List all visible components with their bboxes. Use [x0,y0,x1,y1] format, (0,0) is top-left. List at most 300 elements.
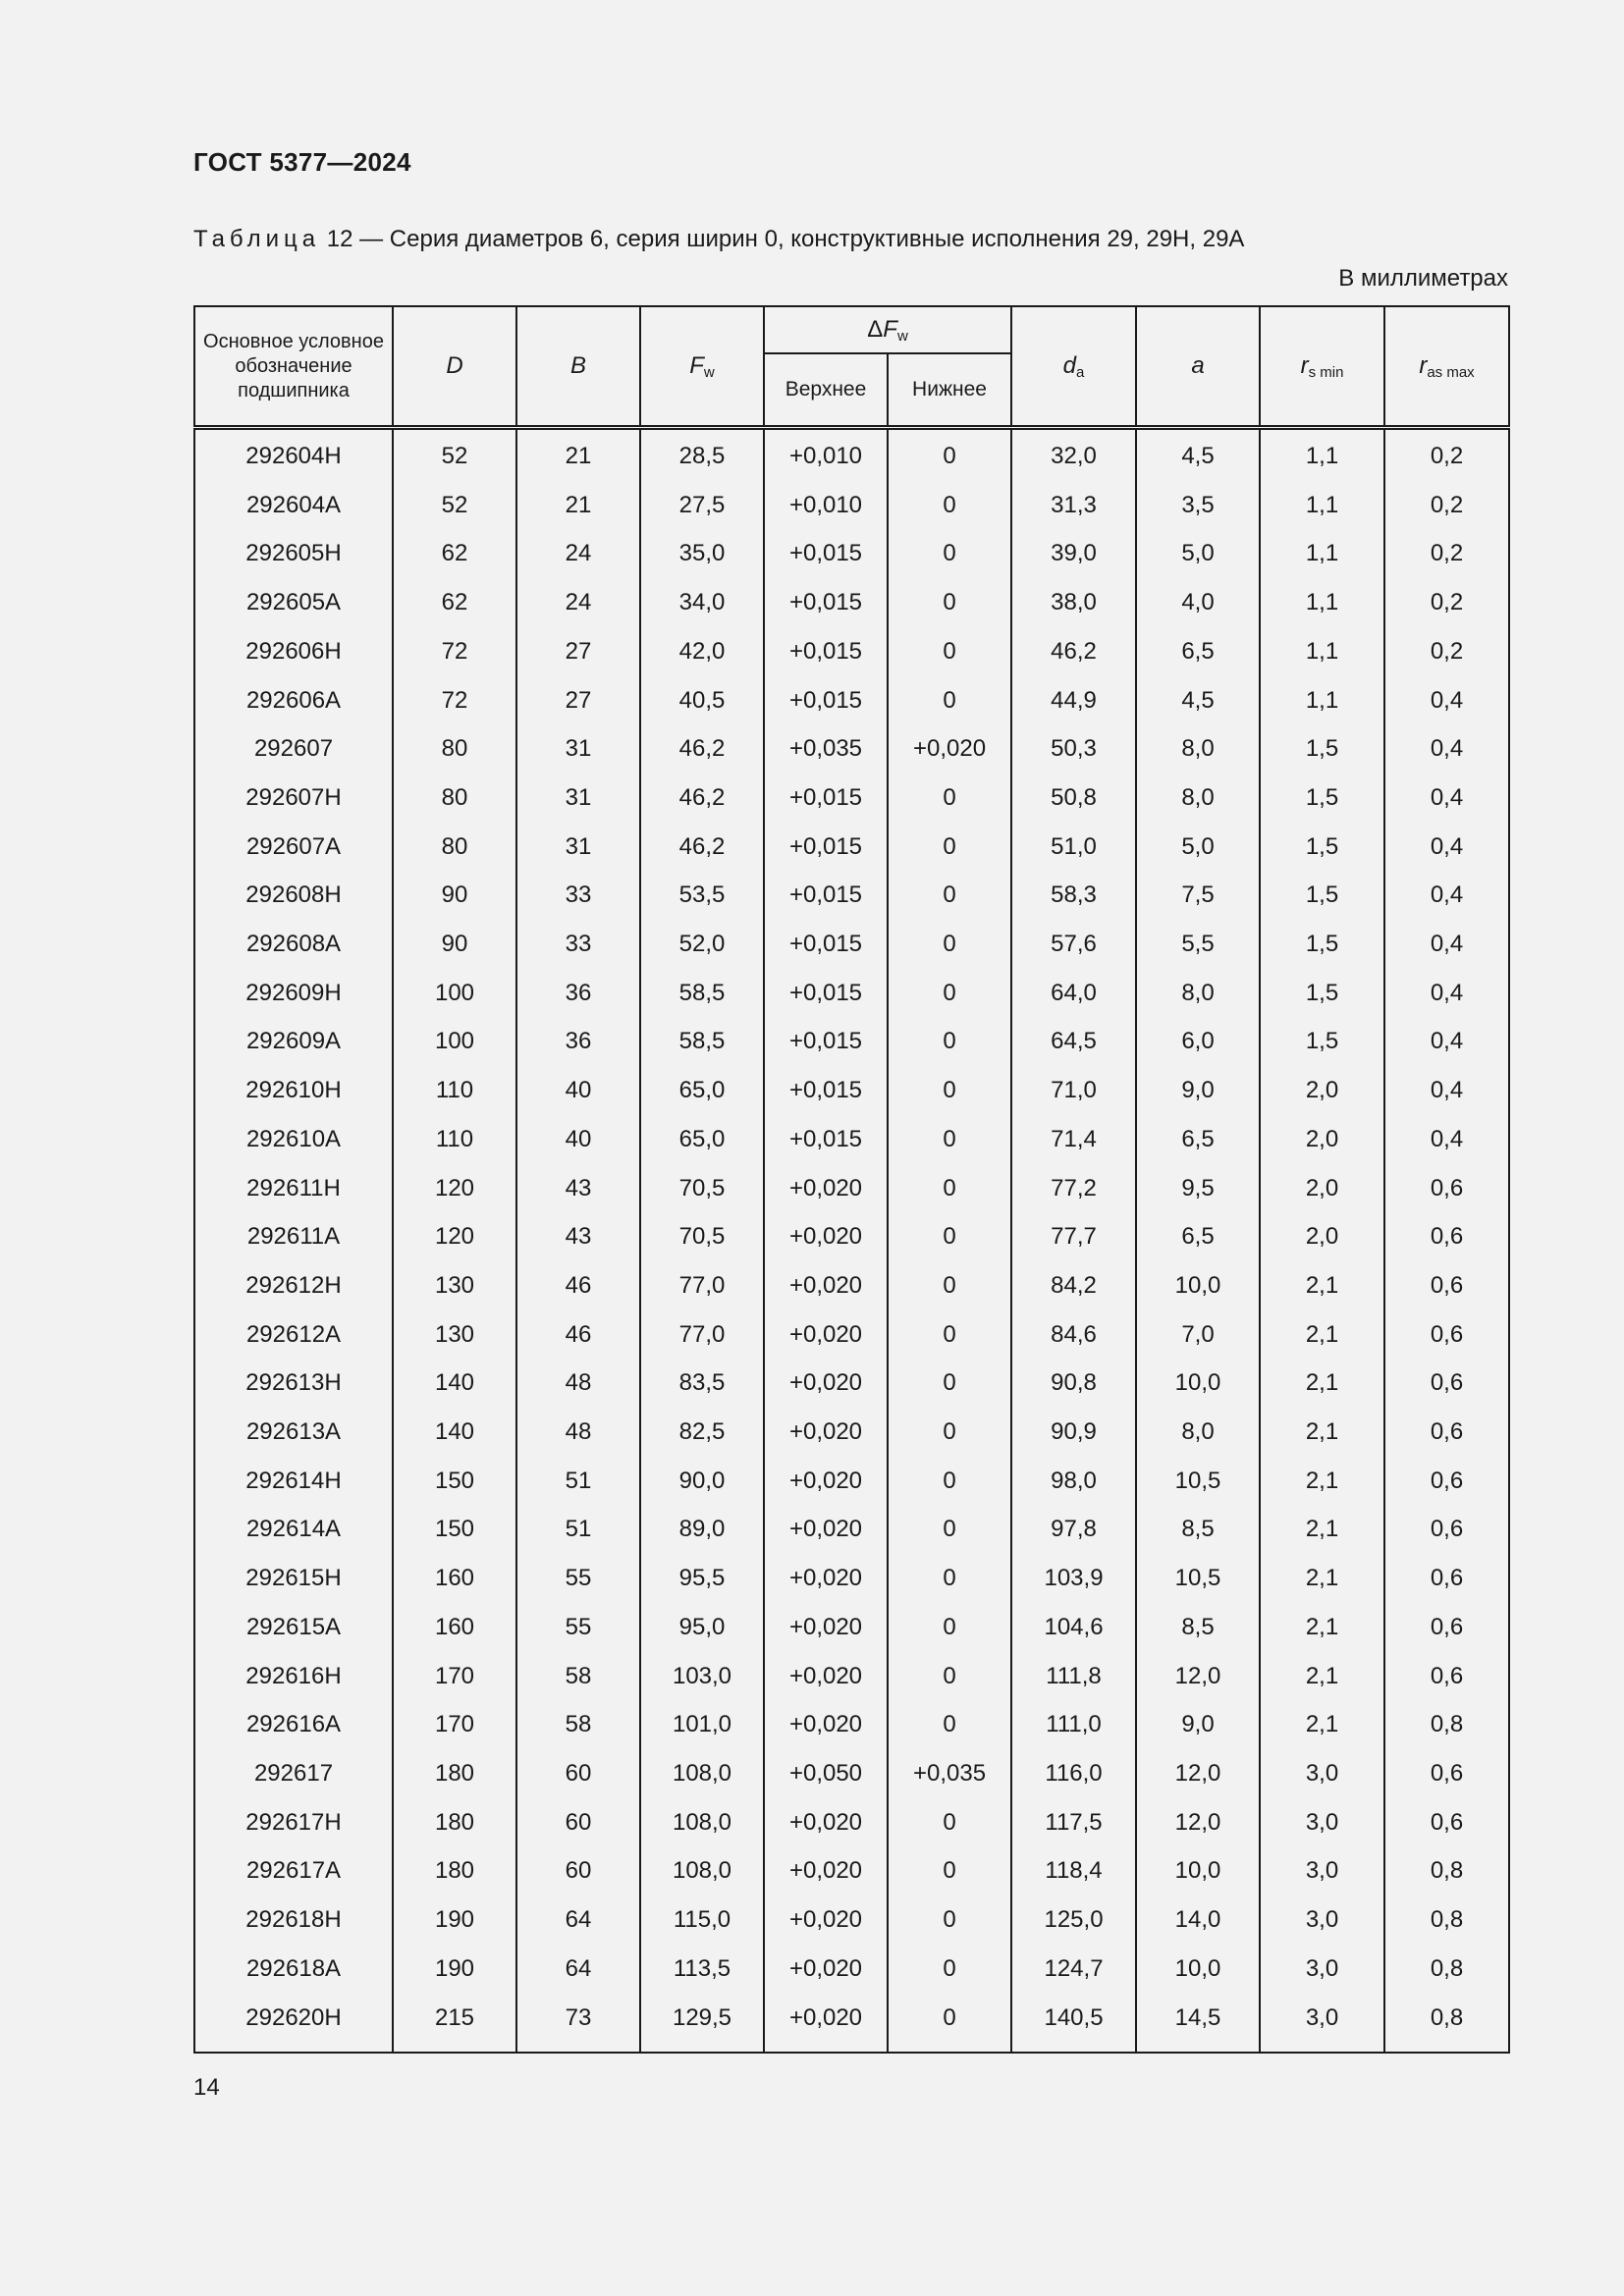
cell-D: 100 [393,969,516,1018]
cell-B: 40 [516,1115,640,1164]
cell-delta-lower: 0 [888,578,1011,627]
cell-rs-min: 2,1 [1260,1408,1384,1457]
table-row [194,969,1509,1018]
cell-D: 160 [393,1603,516,1652]
cell-rs-min: 2,0 [1260,1066,1384,1115]
cell-da: 111,8 [1011,1652,1136,1701]
cell-B: 64 [516,1945,640,1994]
cell-designation: 292620Н [194,1994,393,2054]
cell-Fw: 46,2 [640,724,764,774]
cell-designation: 292607Н [194,774,393,823]
cell-designation: 292609А [194,1017,393,1066]
table-row [194,1408,1509,1457]
cell-da: 64,5 [1011,1017,1136,1066]
cell-ras-max: 0,6 [1384,1164,1509,1213]
cell-Fw: 115,0 [640,1896,764,1945]
cell-D: 170 [393,1700,516,1749]
cell-delta-upper: +0,010 [764,428,888,481]
cell-Fw: 34,0 [640,578,764,627]
cell-ras-max: 0,2 [1384,529,1509,578]
header-designation: Основное условное обозначение подшипника [194,306,393,428]
cell-ras-max: 0,4 [1384,724,1509,774]
cell-Fw: 40,5 [640,676,764,725]
cell-Fw: 28,5 [640,428,764,481]
cell-delta-upper: +0,050 [764,1749,888,1798]
cell-da: 117,5 [1011,1798,1136,1847]
cell-Fw: 108,0 [640,1846,764,1896]
cell-B: 24 [516,578,640,627]
cell-a: 7,5 [1136,871,1260,920]
table-row [194,1505,1509,1554]
table-row [194,676,1509,725]
cell-B: 43 [516,1212,640,1261]
cell-delta-lower: 0 [888,920,1011,969]
cell-delta-lower: +0,035 [888,1749,1011,1798]
cell-delta-upper: +0,015 [764,1115,888,1164]
cell-ras-max: 0,6 [1384,1359,1509,1408]
cell-D: 180 [393,1798,516,1847]
cell-B: 60 [516,1749,640,1798]
cell-delta-upper: +0,020 [764,1457,888,1506]
cell-da: 140,5 [1011,1994,1136,2054]
cell-Fw: 77,0 [640,1261,764,1310]
cell-D: 120 [393,1164,516,1213]
table-row [194,1212,1509,1261]
cell-delta-upper: +0,020 [764,1359,888,1408]
cell-D: 80 [393,724,516,774]
cell-B: 48 [516,1408,640,1457]
cell-B: 33 [516,871,640,920]
cell-delta-lower: 0 [888,871,1011,920]
header-ras-max: $r_{as max}$ [1384,306,1509,428]
cell-a: 4,0 [1136,578,1260,627]
header-lower: Нижнее [888,353,1011,428]
cell-da: 84,2 [1011,1261,1136,1310]
cell-delta-lower: 0 [888,1115,1011,1164]
cell-B: 36 [516,1017,640,1066]
cell-da: 84,6 [1011,1310,1136,1360]
cell-a: 5,0 [1136,529,1260,578]
cell-B: 51 [516,1457,640,1506]
header-delta-Fw: $\Delta F_w$ [764,306,1011,353]
cell-designation: 292606А [194,676,393,725]
cell-designation: 292612А [194,1310,393,1360]
cell-D: 72 [393,627,516,676]
cell-ras-max: 0,4 [1384,871,1509,920]
cell-rs-min: 1,1 [1260,627,1384,676]
document-header: ГОСТ 5377—2024 [193,147,411,177]
cell-da: 103,9 [1011,1554,1136,1603]
cell-Fw: 58,5 [640,1017,764,1066]
cell-delta-upper: +0,020 [764,1798,888,1847]
cell-B: 33 [516,920,640,969]
cell-B: 43 [516,1164,640,1213]
cell-a: 5,0 [1136,823,1260,872]
units-note: В миллиметрах [1338,265,1508,292]
cell-delta-lower: 0 [888,1700,1011,1749]
cell-designation: 292604А [194,481,393,530]
cell-delta-upper: +0,015 [764,529,888,578]
cell-D: 190 [393,1896,516,1945]
cell-Fw: 82,5 [640,1408,764,1457]
cell-ras-max: 0,4 [1384,920,1509,969]
cell-B: 58 [516,1652,640,1701]
cell-rs-min: 2,1 [1260,1505,1384,1554]
cell-delta-upper: +0,015 [764,1066,888,1115]
cell-B: 36 [516,969,640,1018]
cell-Fw: 103,0 [640,1652,764,1701]
cell-designation: 292616А [194,1700,393,1749]
cell-rs-min: 2,0 [1260,1164,1384,1213]
cell-a: 5,5 [1136,920,1260,969]
cell-da: 58,3 [1011,871,1136,920]
cell-a: 6,5 [1136,1115,1260,1164]
cell-da: 46,2 [1011,627,1136,676]
cell-delta-upper: +0,015 [764,920,888,969]
cell-delta-lower: 0 [888,1212,1011,1261]
table-row [194,1603,1509,1652]
cell-rs-min: 3,0 [1260,1798,1384,1847]
cell-a: 4,5 [1136,428,1260,481]
cell-Fw: 108,0 [640,1798,764,1847]
cell-delta-lower: 0 [888,1994,1011,2054]
cell-a: 10,0 [1136,1945,1260,1994]
cell-a: 12,0 [1136,1798,1260,1847]
table-row [194,1164,1509,1213]
cell-da: 50,3 [1011,724,1136,774]
cell-a: 12,0 [1136,1652,1260,1701]
cell-Fw: 108,0 [640,1749,764,1798]
cell-D: 120 [393,1212,516,1261]
cell-Fw: 83,5 [640,1359,764,1408]
cell-D: 130 [393,1310,516,1360]
cell-da: 77,2 [1011,1164,1136,1213]
cell-a: 6,5 [1136,627,1260,676]
cell-ras-max: 0,4 [1384,1115,1509,1164]
cell-delta-lower: 0 [888,481,1011,530]
cell-D: 90 [393,920,516,969]
cell-ras-max: 0,8 [1384,1896,1509,1945]
cell-rs-min: 2,1 [1260,1603,1384,1652]
cell-a: 10,0 [1136,1846,1260,1896]
cell-designation: 292606Н [194,627,393,676]
cell-da: 125,0 [1011,1896,1136,1945]
cell-designation: 292617А [194,1846,393,1896]
table-row [194,1846,1509,1896]
cell-da: 90,8 [1011,1359,1136,1408]
cell-D: 150 [393,1505,516,1554]
cell-designation: 292604Н [194,428,393,481]
cell-rs-min: 1,5 [1260,969,1384,1018]
cell-Fw: 52,0 [640,920,764,969]
cell-D: 150 [393,1457,516,1506]
cell-Fw: 101,0 [640,1700,764,1749]
cell-delta-upper: +0,015 [764,1017,888,1066]
cell-a: 10,0 [1136,1261,1260,1310]
cell-ras-max: 0,4 [1384,823,1509,872]
cell-delta-lower: 0 [888,823,1011,872]
table-row [194,578,1509,627]
cell-rs-min: 1,5 [1260,1017,1384,1066]
cell-rs-min: 1,1 [1260,428,1384,481]
cell-delta-lower: 0 [888,627,1011,676]
cell-a: 8,0 [1136,724,1260,774]
cell-designation: 292608Н [194,871,393,920]
cell-designation: 292618А [194,1945,393,1994]
cell-D: 215 [393,1994,516,2054]
cell-da: 104,6 [1011,1603,1136,1652]
cell-designation: 292613А [194,1408,393,1457]
cell-delta-lower: 0 [888,676,1011,725]
cell-D: 160 [393,1554,516,1603]
cell-Fw: 70,5 [640,1164,764,1213]
cell-delta-lower: 0 [888,1066,1011,1115]
cell-Fw: 70,5 [640,1212,764,1261]
cell-delta-upper: +0,020 [764,1652,888,1701]
table-header [194,306,1509,428]
cell-D: 190 [393,1945,516,1994]
table-row [194,1994,1509,2054]
cell-ras-max: 0,8 [1384,1945,1509,1994]
table-row [194,774,1509,823]
cell-ras-max: 0,4 [1384,1066,1509,1115]
cell-da: 98,0 [1011,1457,1136,1506]
cell-Fw: 35,0 [640,529,764,578]
cell-ras-max: 0,6 [1384,1505,1509,1554]
cell-delta-lower: 0 [888,1457,1011,1506]
cell-delta-upper: +0,020 [764,1994,888,2054]
cell-ras-max: 0,6 [1384,1261,1509,1310]
cell-ras-max: 0,6 [1384,1457,1509,1506]
cell-designation: 292611А [194,1212,393,1261]
cell-ras-max: 0,8 [1384,1994,1509,2054]
cell-B: 51 [516,1505,640,1554]
cell-rs-min: 1,5 [1260,823,1384,872]
table-row [194,1066,1509,1115]
table-row [194,920,1509,969]
cell-delta-upper: +0,020 [764,1212,888,1261]
cell-designation: 292614Н [194,1457,393,1506]
cell-ras-max: 0,2 [1384,428,1509,481]
cell-B: 27 [516,676,640,725]
cell-designation: 292613Н [194,1359,393,1408]
cell-delta-lower: 0 [888,1017,1011,1066]
cell-D: 52 [393,428,516,481]
cell-D: 140 [393,1408,516,1457]
cell-da: 51,0 [1011,823,1136,872]
cell-a: 8,5 [1136,1603,1260,1652]
cell-designation: 292607 [194,724,393,774]
cell-Fw: 65,0 [640,1115,764,1164]
cell-delta-lower: 0 [888,1945,1011,1994]
header-a: a [1136,306,1260,428]
cell-delta-lower: 0 [888,428,1011,481]
cell-D: 90 [393,871,516,920]
cell-delta-lower: 0 [888,1603,1011,1652]
cell-da: 77,7 [1011,1212,1136,1261]
cell-delta-upper: +0,015 [764,823,888,872]
cell-delta-upper: +0,020 [764,1408,888,1457]
table-row [194,481,1509,530]
cell-Fw: 46,2 [640,823,764,872]
header-rs-min: $r_{s min}$ [1260,306,1384,428]
cell-B: 27 [516,627,640,676]
cell-a: 12,0 [1136,1749,1260,1798]
cell-rs-min: 2,1 [1260,1554,1384,1603]
table-row [194,1554,1509,1603]
cell-rs-min: 2,1 [1260,1359,1384,1408]
cell-a: 6,5 [1136,1212,1260,1261]
cell-delta-lower: 0 [888,1652,1011,1701]
table-row [194,871,1509,920]
table-row [194,1115,1509,1164]
cell-D: 110 [393,1066,516,1115]
cell-B: 46 [516,1310,640,1360]
header-D: D [393,306,516,428]
table-body [194,428,1509,2054]
cell-D: 72 [393,676,516,725]
table-row [194,823,1509,872]
cell-a: 8,0 [1136,774,1260,823]
cell-designation: 292617Н [194,1798,393,1847]
cell-Fw: 42,0 [640,627,764,676]
cell-designation: 292610Н [194,1066,393,1115]
cell-delta-upper: +0,035 [764,724,888,774]
cell-delta-lower: 0 [888,1261,1011,1310]
table-row [194,1896,1509,1945]
cell-D: 140 [393,1359,516,1408]
cell-designation: 292611Н [194,1164,393,1213]
table-row [194,428,1509,481]
cell-D: 62 [393,529,516,578]
table-row [194,1749,1509,1798]
table-row [194,1261,1509,1310]
table-row [194,1310,1509,1360]
cell-delta-upper: +0,015 [764,871,888,920]
cell-Fw: 129,5 [640,1994,764,2054]
table-row [194,1017,1509,1066]
table-row [194,1700,1509,1749]
cell-rs-min: 1,5 [1260,724,1384,774]
cell-a: 14,0 [1136,1896,1260,1945]
cell-ras-max: 0,4 [1384,1017,1509,1066]
cell-delta-upper: +0,020 [764,1846,888,1896]
cell-Fw: 90,0 [640,1457,764,1506]
cell-B: 31 [516,774,640,823]
cell-ras-max: 0,8 [1384,1700,1509,1749]
cell-designation: 292614А [194,1505,393,1554]
cell-rs-min: 1,1 [1260,529,1384,578]
cell-a: 9,0 [1136,1066,1260,1115]
cell-B: 55 [516,1554,640,1603]
cell-B: 31 [516,823,640,872]
cell-da: 57,6 [1011,920,1136,969]
cell-rs-min: 2,1 [1260,1310,1384,1360]
cell-da: 97,8 [1011,1505,1136,1554]
cell-rs-min: 3,0 [1260,1994,1384,2054]
table-row [194,627,1509,676]
cell-ras-max: 0,6 [1384,1603,1509,1652]
cell-ras-max: 0,4 [1384,676,1509,725]
cell-da: 118,4 [1011,1846,1136,1896]
cell-ras-max: 0,2 [1384,627,1509,676]
cell-rs-min: 1,1 [1260,578,1384,627]
cell-delta-upper: +0,020 [764,1505,888,1554]
cell-da: 38,0 [1011,578,1136,627]
cell-B: 64 [516,1896,640,1945]
header-B: B [516,306,640,428]
table-row [194,724,1509,774]
table-caption [193,226,1244,253]
cell-rs-min: 2,0 [1260,1212,1384,1261]
table-row [194,1359,1509,1408]
cell-a: 8,0 [1136,969,1260,1018]
cell-rs-min: 2,1 [1260,1700,1384,1749]
cell-Fw: 95,5 [640,1554,764,1603]
cell-a: 10,5 [1136,1554,1260,1603]
cell-delta-lower: 0 [888,1505,1011,1554]
cell-a: 10,5 [1136,1457,1260,1506]
cell-rs-min: 2,1 [1260,1457,1384,1506]
cell-Fw: 58,5 [640,969,764,1018]
cell-a: 6,0 [1136,1017,1260,1066]
cell-Fw: 113,5 [640,1945,764,1994]
cell-B: 21 [516,428,640,481]
cell-delta-lower: 0 [888,1408,1011,1457]
cell-designation: 292608А [194,920,393,969]
cell-delta-upper: +0,015 [764,578,888,627]
cell-B: 73 [516,1994,640,2054]
cell-delta-upper: +0,020 [764,1310,888,1360]
cell-da: 111,0 [1011,1700,1136,1749]
cell-rs-min: 3,0 [1260,1945,1384,1994]
cell-ras-max: 0,4 [1384,969,1509,1018]
cell-rs-min: 1,1 [1260,676,1384,725]
cell-D: 80 [393,774,516,823]
cell-delta-upper: +0,020 [764,1700,888,1749]
cell-delta-upper: +0,015 [764,774,888,823]
cell-delta-lower: 0 [888,1359,1011,1408]
header-upper: Верхнее [764,353,888,428]
cell-delta-upper: +0,020 [764,1896,888,1945]
cell-B: 24 [516,529,640,578]
cell-rs-min: 3,0 [1260,1846,1384,1896]
cell-delta-upper: +0,015 [764,676,888,725]
cell-da: 39,0 [1011,529,1136,578]
cell-delta-upper: +0,020 [764,1554,888,1603]
cell-rs-min: 3,0 [1260,1749,1384,1798]
cell-da: 50,8 [1011,774,1136,823]
cell-ras-max: 0,6 [1384,1749,1509,1798]
table-row [194,1652,1509,1701]
cell-designation: 292616Н [194,1652,393,1701]
cell-designation: 292607А [194,823,393,872]
cell-delta-upper: +0,015 [764,627,888,676]
cell-delta-lower: 0 [888,969,1011,1018]
cell-designation: 292610А [194,1115,393,1164]
cell-da: 44,9 [1011,676,1136,725]
cell-D: 100 [393,1017,516,1066]
cell-delta-lower: +0,020 [888,724,1011,774]
cell-ras-max: 0,6 [1384,1652,1509,1701]
cell-a: 7,0 [1136,1310,1260,1360]
cell-rs-min: 2,1 [1260,1652,1384,1701]
page-number: 14 [193,2074,220,2101]
table-row [194,1945,1509,1994]
cell-rs-min: 2,0 [1260,1115,1384,1164]
cell-delta-lower: 0 [888,774,1011,823]
cell-B: 40 [516,1066,640,1115]
